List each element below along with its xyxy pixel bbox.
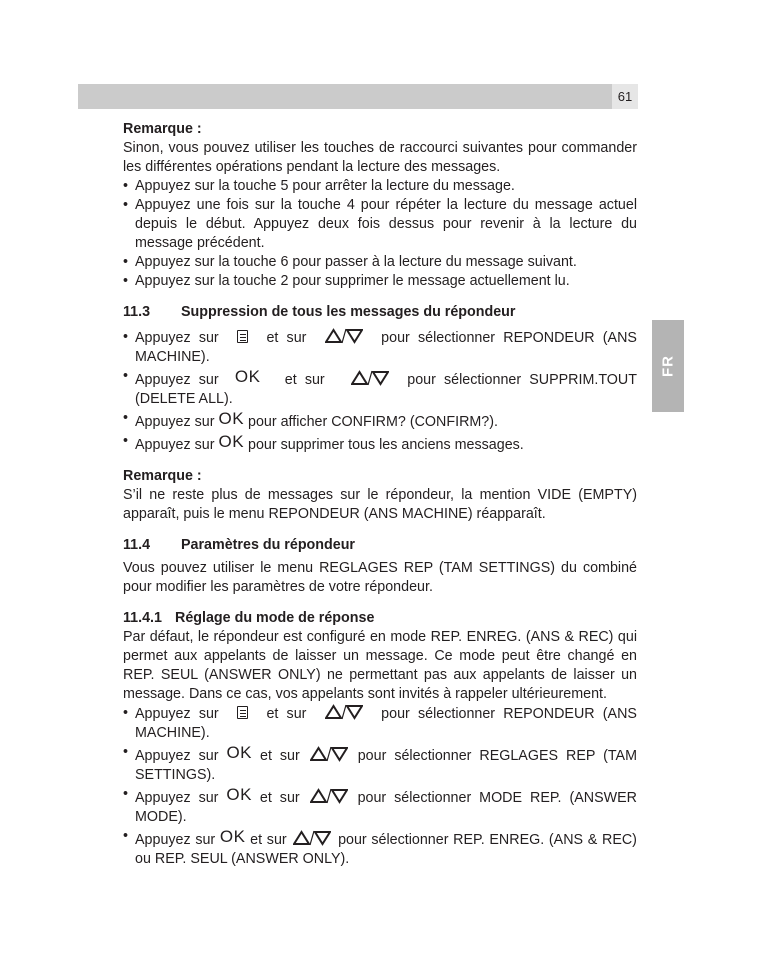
menu-key-icon — [237, 706, 248, 719]
text: Appuyez sur — [135, 832, 216, 848]
list-item: • Appuyez une fois sur la touche 4 pour répéter la lecture du message actuel depuis le début. Appuyez deux fois dessus pour revenir à la lecture du message précédent. — [123, 196, 637, 253]
text: et sur — [266, 706, 307, 722]
subsection-heading — [123, 609, 637, 628]
ok-key-icon: OK — [218, 409, 245, 428]
list-item — [123, 409, 637, 432]
subsection-number: 11.4.1 — [123, 610, 162, 626]
text: pour sélectionner REPONDEUR (ANS MACHINE). — [135, 706, 637, 741]
text: et sur — [260, 748, 300, 764]
text: Appuyez sur — [135, 437, 215, 453]
text: et sur — [259, 790, 300, 806]
steps-list — [123, 704, 637, 869]
ok-key-icon: OK — [226, 743, 253, 762]
text: Appuyez sur — [135, 790, 219, 806]
language-tab — [652, 320, 684, 412]
list-item: • Appuyez sur la touche 5 pour arrêter la lecture du message. — [123, 177, 637, 196]
text: pour sélectionner REPONDEUR (ANS MACHINE). — [135, 330, 637, 365]
up-down-nav-icon — [325, 704, 363, 720]
up-down-nav-icon — [310, 746, 348, 762]
section-number: 11.3 — [123, 304, 151, 320]
ok-key-icon: OK — [226, 785, 252, 804]
up-down-nav-icon — [325, 328, 363, 344]
page-content — [123, 120, 637, 869]
list-item — [123, 704, 637, 743]
text: Appuyez sur — [135, 706, 219, 722]
text: Appuyez sur — [135, 414, 215, 430]
up-down-nav-icon — [351, 370, 389, 386]
text: pour sélectionner MODE REP. (ANSWER MODE). — [135, 790, 637, 825]
list-item — [123, 367, 637, 409]
header-bar — [78, 84, 612, 109]
section-heading — [123, 303, 637, 322]
language-tab-label: FR — [659, 355, 677, 377]
remark-title: Remarque : — [123, 121, 202, 137]
remark-title: Remarque : — [123, 468, 202, 484]
steps-list — [123, 328, 637, 455]
text: pour afficher CONFIRM? (CONFIRM?). — [248, 414, 498, 430]
text: Appuyez sur — [135, 748, 219, 764]
list-item — [123, 743, 637, 785]
list-item: • Appuyez sur la touche 6 pour passer à la lecture du message suivant. — [123, 253, 637, 272]
list-item — [123, 785, 637, 827]
text: pour sélectionner REGLAGES REP (TAM SETTINGS). — [135, 748, 637, 783]
up-down-nav-icon — [293, 830, 331, 846]
text: pour sélectionner REP. ENREG. (ANS & REC) ou REP. SEUL (ANSWER ONLY). — [135, 832, 637, 867]
section-title: Suppression de tous les messages du répondeur — [181, 304, 516, 320]
page-number: 61 — [612, 84, 638, 109]
list-item — [123, 432, 637, 455]
list-item — [123, 328, 637, 367]
section-title: Paramètres du répondeur — [181, 537, 355, 553]
text: Appuyez sur — [135, 372, 219, 388]
section-heading — [123, 536, 637, 555]
ok-key-icon: OK — [219, 827, 246, 846]
subsection-text: Par défaut, le répondeur est configuré en mode REP. ENREG. (ANS & REC) qui permet aux appelants de laisser un message. Ce mode peut être changé en REP. SEUL (ANSWER ONLY) ne permettant pas aux appelants de laisser un message. Dans ce cas, vos appelants sont invités à rappeler ultérieurement. — [123, 629, 637, 702]
remark-text: Sinon, vous pouvez utiliser les touches de raccourci suivantes pour commander les différentes opérations pendant la lecture des messages. — [123, 140, 637, 175]
ok-key-icon: OK — [234, 367, 261, 386]
text: Appuyez sur — [135, 330, 219, 346]
menu-key-icon — [237, 330, 248, 343]
list-item — [123, 827, 637, 869]
text: pour sélectionner SUPPRIM.TOUT (DELETE ALL). — [135, 372, 637, 407]
subsection-title: Réglage du mode de réponse — [175, 610, 375, 626]
text: pour supprimer tous les anciens messages. — [248, 437, 524, 453]
text: et sur — [266, 330, 307, 346]
ok-key-icon: OK — [218, 432, 245, 451]
up-down-nav-icon — [310, 788, 348, 804]
section-number: 11.4 — [123, 537, 151, 553]
text: et sur — [284, 372, 325, 388]
shortcut-list — [123, 177, 637, 291]
remark-text: S’il ne reste plus de messages sur le répondeur, la mention VIDE (EMPTY) apparaît, puis le menu REPONDEUR (ANS MACHINE) réapparaît. — [123, 487, 637, 522]
text: et sur — [250, 832, 287, 848]
section-text: Vous pouvez utiliser le menu REGLAGES REP (TAM SETTINGS) du combiné pour modifier les paramètres de votre répondeur. — [123, 560, 637, 595]
list-item: • Appuyez sur la touche 2 pour supprimer le message actuellement lu. — [123, 272, 637, 291]
